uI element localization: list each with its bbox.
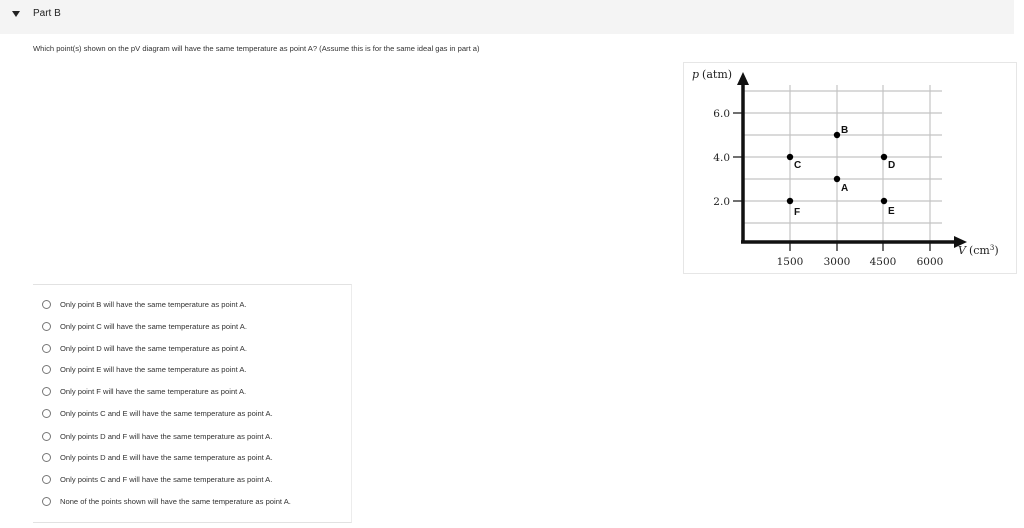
option-label: Only point F will have the same temperature as point A.: [60, 386, 247, 396]
points-layer: [787, 125, 895, 218]
point-f-label: F: [794, 207, 801, 218]
pv-diagram: [683, 62, 1017, 274]
radio-button[interactable]: [42, 497, 51, 506]
radio-button[interactable]: [42, 365, 51, 374]
option-8[interactable]: [42, 450, 273, 464]
x-axis-unit: (cm: [968, 244, 990, 257]
option-label: Only points C and E will have the same temperature as point A.: [60, 408, 273, 418]
option-9[interactable]: [42, 472, 272, 486]
radio-button[interactable]: [42, 344, 51, 353]
option-label: Only point B will have the same temperature as point A.: [60, 299, 247, 309]
collapse-caret-icon[interactable]: [12, 11, 20, 17]
option-label: None of the points shown will have the same temperature as point A.: [60, 496, 291, 506]
option-6[interactable]: [42, 406, 273, 420]
y-axis-label: [692, 68, 732, 81]
option-label: Only point C will have the same temperature as point A.: [60, 321, 247, 331]
option-label: Only points D and F will have the same temperature as point A.: [60, 431, 273, 441]
option-4[interactable]: [42, 362, 247, 376]
radio-button[interactable]: [42, 475, 51, 484]
point-d-label: D: [888, 160, 896, 171]
point-c-marker: [787, 154, 793, 160]
point-d-marker: [881, 154, 887, 160]
radio-button[interactable]: [42, 322, 51, 331]
x-axis-label: [958, 244, 999, 257]
point-e-label: E: [888, 206, 895, 217]
radio-button[interactable]: [42, 387, 51, 396]
point-f-marker: [787, 198, 793, 204]
point-c-label: C: [794, 160, 802, 171]
point-b-label: B: [841, 125, 849, 136]
x-tick-label: 3000: [823, 256, 851, 268]
option-3[interactable]: [42, 341, 247, 355]
y-tick-label: 6.0: [713, 108, 730, 120]
answer-options: [33, 284, 352, 523]
point-e-marker: [881, 198, 887, 204]
y-tick-label: 2.0: [713, 196, 730, 208]
part-header[interactable]: [0, 0, 1014, 34]
pv-diagram-svg: [684, 63, 1016, 273]
option-2[interactable]: [42, 319, 247, 333]
question-text: Which point(s) shown on the pV diagram will have the same temperature as point A? (Assume this is for the same ideal gas in part a): [33, 44, 480, 53]
grid: [742, 85, 942, 241]
x-axis-exp: 3: [989, 244, 995, 252]
option-label: Only points C and F will have the same temperature as point A.: [60, 474, 273, 484]
x-tick-label: 1500: [776, 256, 804, 268]
y-axis-unit: (atm): [702, 68, 733, 81]
point-a-label: A: [841, 183, 849, 194]
x-tick-label: 6000: [916, 256, 944, 268]
y-axis-arrow: [737, 72, 749, 85]
option-5[interactable]: [42, 384, 246, 398]
option-7[interactable]: [42, 429, 272, 443]
option-label: Only point E will have the same temperature as point A.: [60, 364, 247, 374]
x-tick-label: 4500: [869, 256, 897, 268]
radio-button[interactable]: [42, 300, 51, 309]
option-label: Only point D will have the same temperature as point A.: [60, 343, 247, 353]
radio-button[interactable]: [42, 453, 51, 462]
x-axis-close: ): [994, 244, 999, 257]
y-tick-label: 4.0: [713, 152, 730, 164]
point-a-marker: [834, 176, 840, 182]
option-label: Only points D and E will have the same temperature as point A.: [60, 452, 273, 462]
part-title: Part B: [33, 8, 61, 19]
radio-button[interactable]: [42, 409, 51, 418]
option-10[interactable]: [42, 494, 291, 508]
x-axis-var: V: [958, 244, 966, 257]
y-axis-var: p: [692, 68, 700, 81]
option-1[interactable]: [42, 297, 247, 311]
radio-button[interactable]: [42, 432, 51, 441]
point-b-marker: [834, 132, 840, 138]
